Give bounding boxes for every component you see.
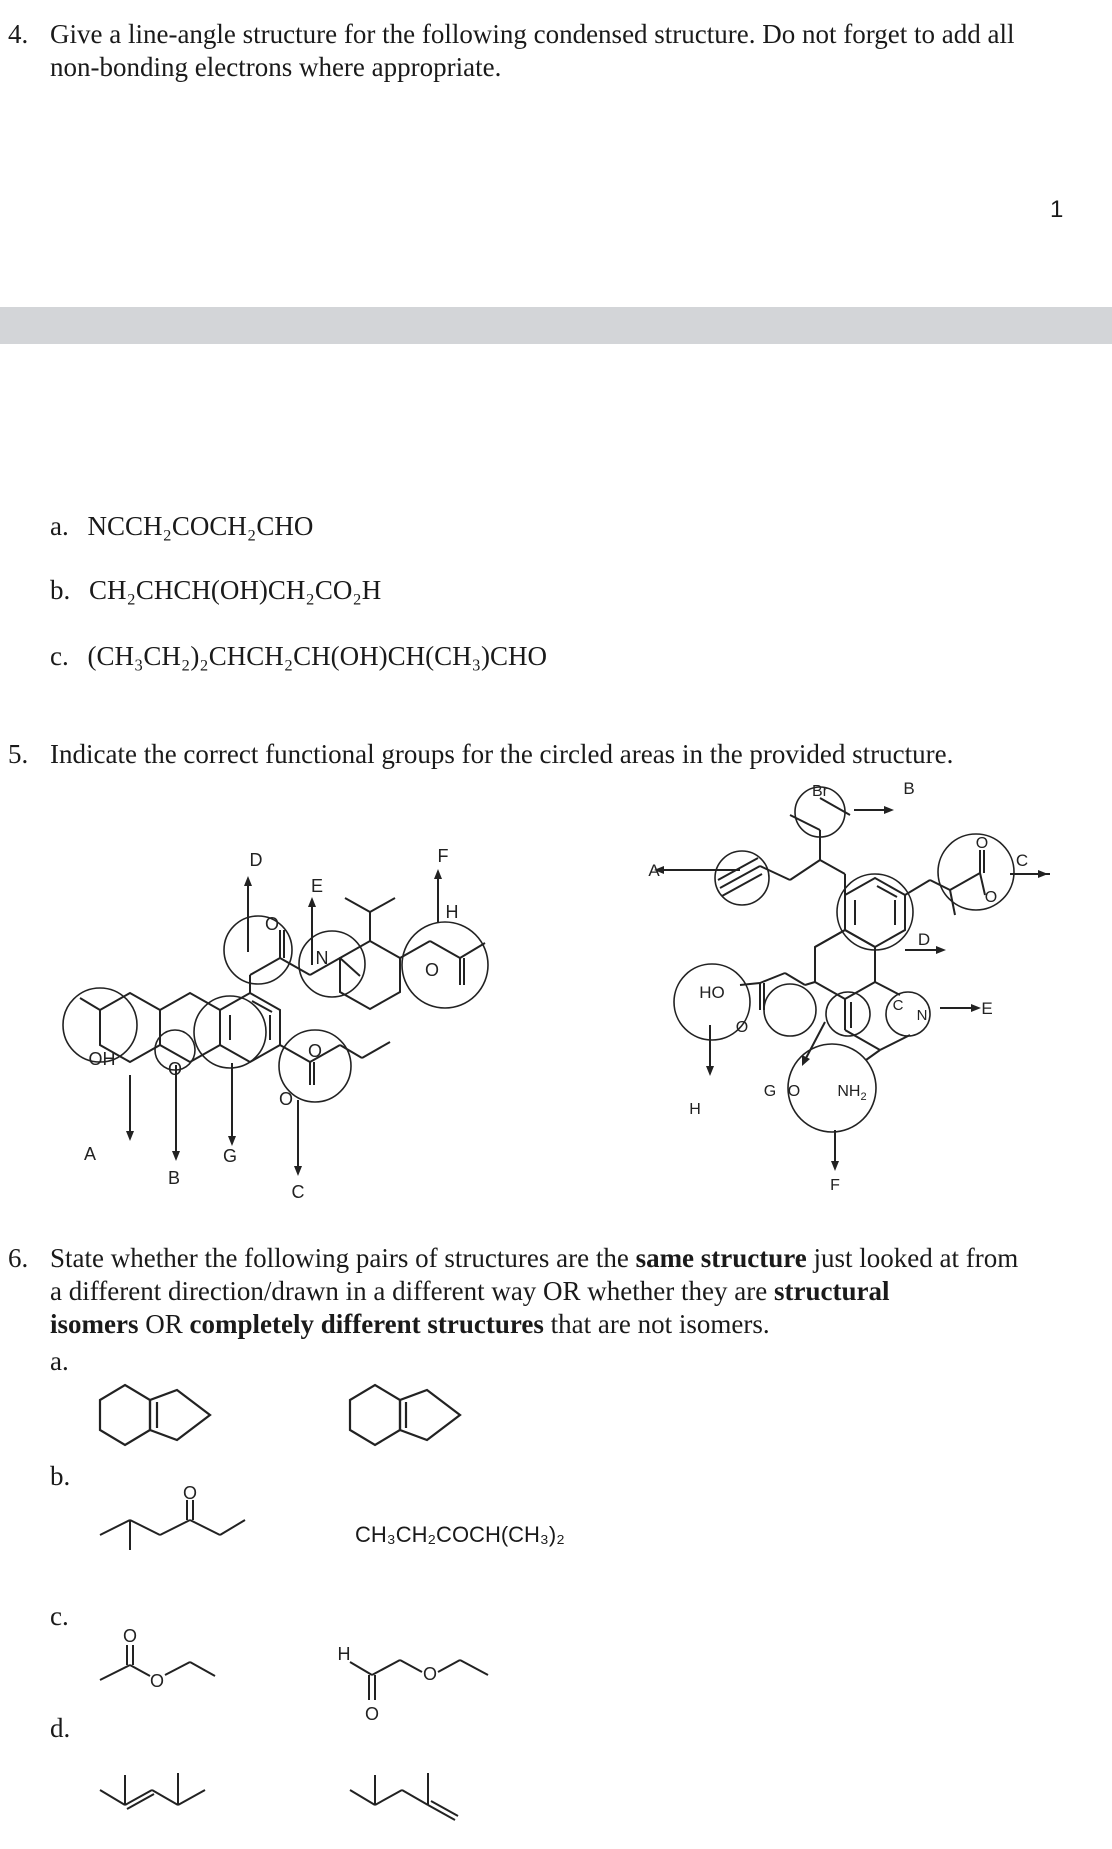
right-label-O-lactone-1: O (975, 835, 989, 852)
condensed-formula: NCCH₂COCH₂CHO (87, 511, 314, 541)
page-number: 1 (1050, 196, 1064, 223)
left-label-O-carbonyl-1: O (264, 914, 280, 934)
question-text-line-2: non-bonding electrons where appropriate. (50, 52, 502, 82)
q6c-right-H: H (337, 1644, 351, 1664)
left-label-A: A (83, 1144, 97, 1164)
q6-part-d-label: d. (50, 1713, 71, 1743)
right-label-Br: Br (812, 783, 828, 800)
right-molecule-bonds (660, 798, 1050, 1165)
question-text: Indicate the correct functional groups for the circled areas in the provided structure. (50, 739, 954, 769)
q6-part-c-label: c. (50, 1601, 69, 1631)
left-label-O-ester-carbonyl: O (278, 1089, 294, 1109)
question-text-line-1: State whether the following pairs of structures are the same structure just looked at from (50, 1243, 1019, 1273)
q6c-right-O-ether: O (422, 1664, 438, 1684)
q6c-left-structure (90, 1620, 230, 1710)
q6d-structures (90, 1745, 510, 1835)
question-text-line-3: isomers OR completely different structures that are not isomers. (50, 1309, 770, 1339)
q6b-condensed-formula: CH₃CH₂COCH(CH₃)₂ (355, 1522, 565, 1547)
left-molecule-arrowheads (126, 869, 442, 1176)
left-label-F: F (437, 846, 449, 866)
q6a-structures (90, 1370, 490, 1460)
right-label-C: C (1015, 851, 1029, 870)
left-label-O-carbonyl-2: O (424, 960, 440, 980)
right-label-E: E (981, 999, 993, 1018)
right-label-D: D (917, 930, 931, 949)
q4-part-c (50, 640, 547, 673)
q6b-O-label: O (182, 1485, 198, 1503)
part-label: b. (50, 575, 71, 605)
left-label-C: C (291, 1182, 305, 1202)
right-label-H: H (689, 1101, 701, 1118)
right-molecule-circles (674, 787, 1014, 1132)
right-label-O-amide: O (787, 1083, 801, 1100)
left-molecule-bonds (80, 875, 485, 1170)
right-label-A: A (648, 861, 660, 880)
condensed-formula: (CH₃CH₂)₂CHCH₂CH(OH)CH(CH₃)CHO (87, 641, 548, 671)
left-label-D: D (249, 850, 263, 870)
right-label-O-lactone-2: O (984, 889, 998, 906)
left-label-B: B (167, 1168, 181, 1188)
right-label-F: F (830, 1177, 840, 1194)
right-label-B: B (903, 779, 915, 798)
condensed-formula: CH₂CHCH(OH)CH₂CO₂H (89, 575, 382, 605)
q6-part-b-label: b. (50, 1461, 71, 1491)
question-number: 6. (8, 1243, 29, 1273)
left-label-G: G (222, 1146, 238, 1166)
left-label-O-ester: O (307, 1041, 323, 1061)
q6c-right-structure (330, 1640, 510, 1750)
part-label: c. (50, 641, 69, 671)
part-label: a. (50, 511, 69, 541)
right-label-HO: HO (699, 983, 725, 1002)
q6-part-a-label: a. (50, 1346, 69, 1376)
right-label-CN-C: C (892, 997, 904, 1014)
right-label-NH2: $NH_2$ (837, 1083, 867, 1103)
left-label-O-ring: O (167, 1059, 183, 1079)
right-label-O-aldehyde: O (735, 1019, 749, 1036)
q6c-left-O-carbonyl: O (122, 1626, 138, 1646)
right-label-G: G (763, 1083, 777, 1100)
right-label-CN-N: N (916, 1007, 928, 1024)
question-number: 4. (8, 19, 29, 49)
question-text-line-2: a different direction/drawn in a different way OR whether they are structural (50, 1276, 890, 1306)
page-divider-band (0, 307, 1112, 344)
left-label-OH: OH (88, 1049, 116, 1069)
left-molecule-diagram (40, 800, 510, 1220)
q6b-skeletal-structure (90, 1485, 250, 1595)
q4-part-b (50, 574, 381, 607)
q4-part-a (50, 510, 313, 543)
left-label-N: N (315, 948, 329, 968)
q6c-right-O-carbonyl: O (364, 1704, 380, 1724)
question-text-line-1: Give a line-angle structure for the following condensed structure. Do not forget to add all (50, 19, 1015, 49)
right-molecule-diagram (630, 770, 1050, 1210)
left-label-E: E (310, 876, 324, 896)
question-number: 5. (8, 739, 29, 769)
q6c-left-O-ether: O (149, 1671, 165, 1691)
left-label-H: H (445, 902, 459, 922)
